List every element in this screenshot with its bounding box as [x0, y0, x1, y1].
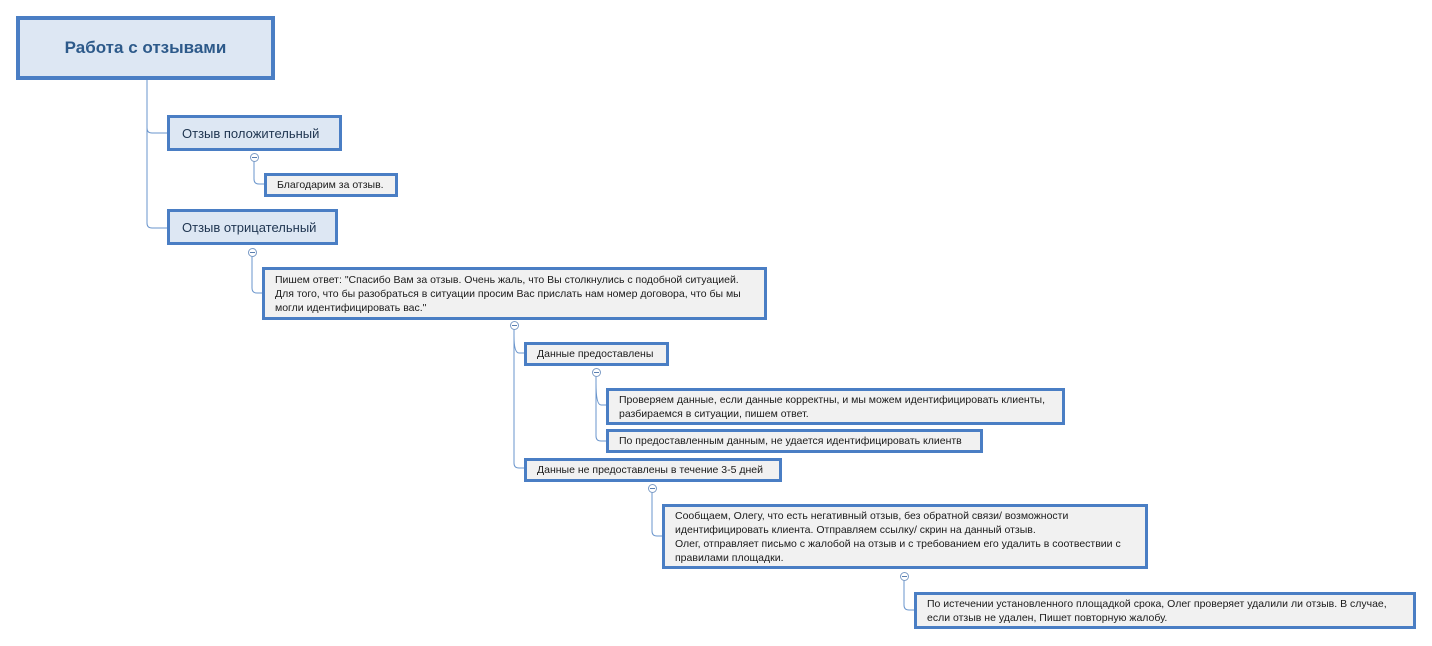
subtopic-data-not-provided[interactable]: [524, 458, 782, 482]
subtopic-repeat-complaint-text: По истечении установленного площадкой срока, Олег проверяет удалили ли отзыв. В случае, если отзыв не удален, Пишет повторную жалобу.: [927, 597, 1387, 624]
subtopic-data-correct[interactable]: [606, 388, 1065, 425]
root-topic-title: Работа с отзывами: [64, 38, 227, 57]
collapse-toggle-negative[interactable]: [248, 248, 257, 257]
subtopic-data-unidentified-text: По предоставленным данным, не удается идентифицировать клиентв: [619, 435, 962, 447]
topic-positive-review[interactable]: [167, 115, 342, 151]
collapse-toggle-positive[interactable]: [250, 153, 259, 162]
collapse-toggle-notify-oleg[interactable]: [900, 572, 909, 581]
topic-negative-review[interactable]: [167, 209, 338, 245]
collapse-toggle-data-provided[interactable]: [592, 368, 601, 377]
collapse-toggle-data-not-provided[interactable]: [648, 484, 657, 493]
subtopic-reply-template-text: Пишем ответ: "Спасибо Вам за отзыв. Очень жаль, что Вы столкнулись с подобной ситуацией. Для того, что бы разобраться в ситуации просим Вас прислать нам номер договора, что бы мы могли идентифицировать вас.": [275, 273, 741, 314]
subtopic-reply-template[interactable]: [262, 267, 767, 320]
topic-negative-review-title: Отзыв отрицательный: [182, 219, 317, 235]
subtopic-data-provided[interactable]: [524, 342, 669, 366]
root-topic[interactable]: [16, 16, 275, 80]
collapse-toggle-reply[interactable]: [510, 321, 519, 330]
subtopic-notify-oleg[interactable]: [662, 504, 1148, 569]
topic-positive-review-title: Отзыв положительный: [182, 125, 320, 141]
subtopic-thanks-text: Благодарим за отзыв.: [277, 179, 384, 191]
subtopic-repeat-complaint[interactable]: [914, 592, 1416, 629]
subtopic-data-correct-text: Проверяем данные, если данные корректны, и мы можем идентифицировать клиенты, разбираемся в ситуации, пишем ответ.: [619, 393, 1045, 420]
subtopic-data-provided-title: Данные предоставлены: [537, 348, 654, 360]
subtopic-thanks[interactable]: [264, 173, 398, 197]
subtopic-data-unidentified[interactable]: [606, 429, 983, 453]
subtopic-notify-oleg-text: Сообщаем, Олегу, что есть негативный отзыв, без обратной связи/ возможности идентифицировать клиента. Отправляем ссылку/ скрин на данный отзыв. Олег, отправляет письмо с жалобой на отзыв и с требованием его удалить в соотвествии с правилами площадки.: [675, 509, 1121, 564]
subtopic-data-not-provided-title: Данные не предоставлены в течение 3-5 дней: [537, 464, 763, 476]
